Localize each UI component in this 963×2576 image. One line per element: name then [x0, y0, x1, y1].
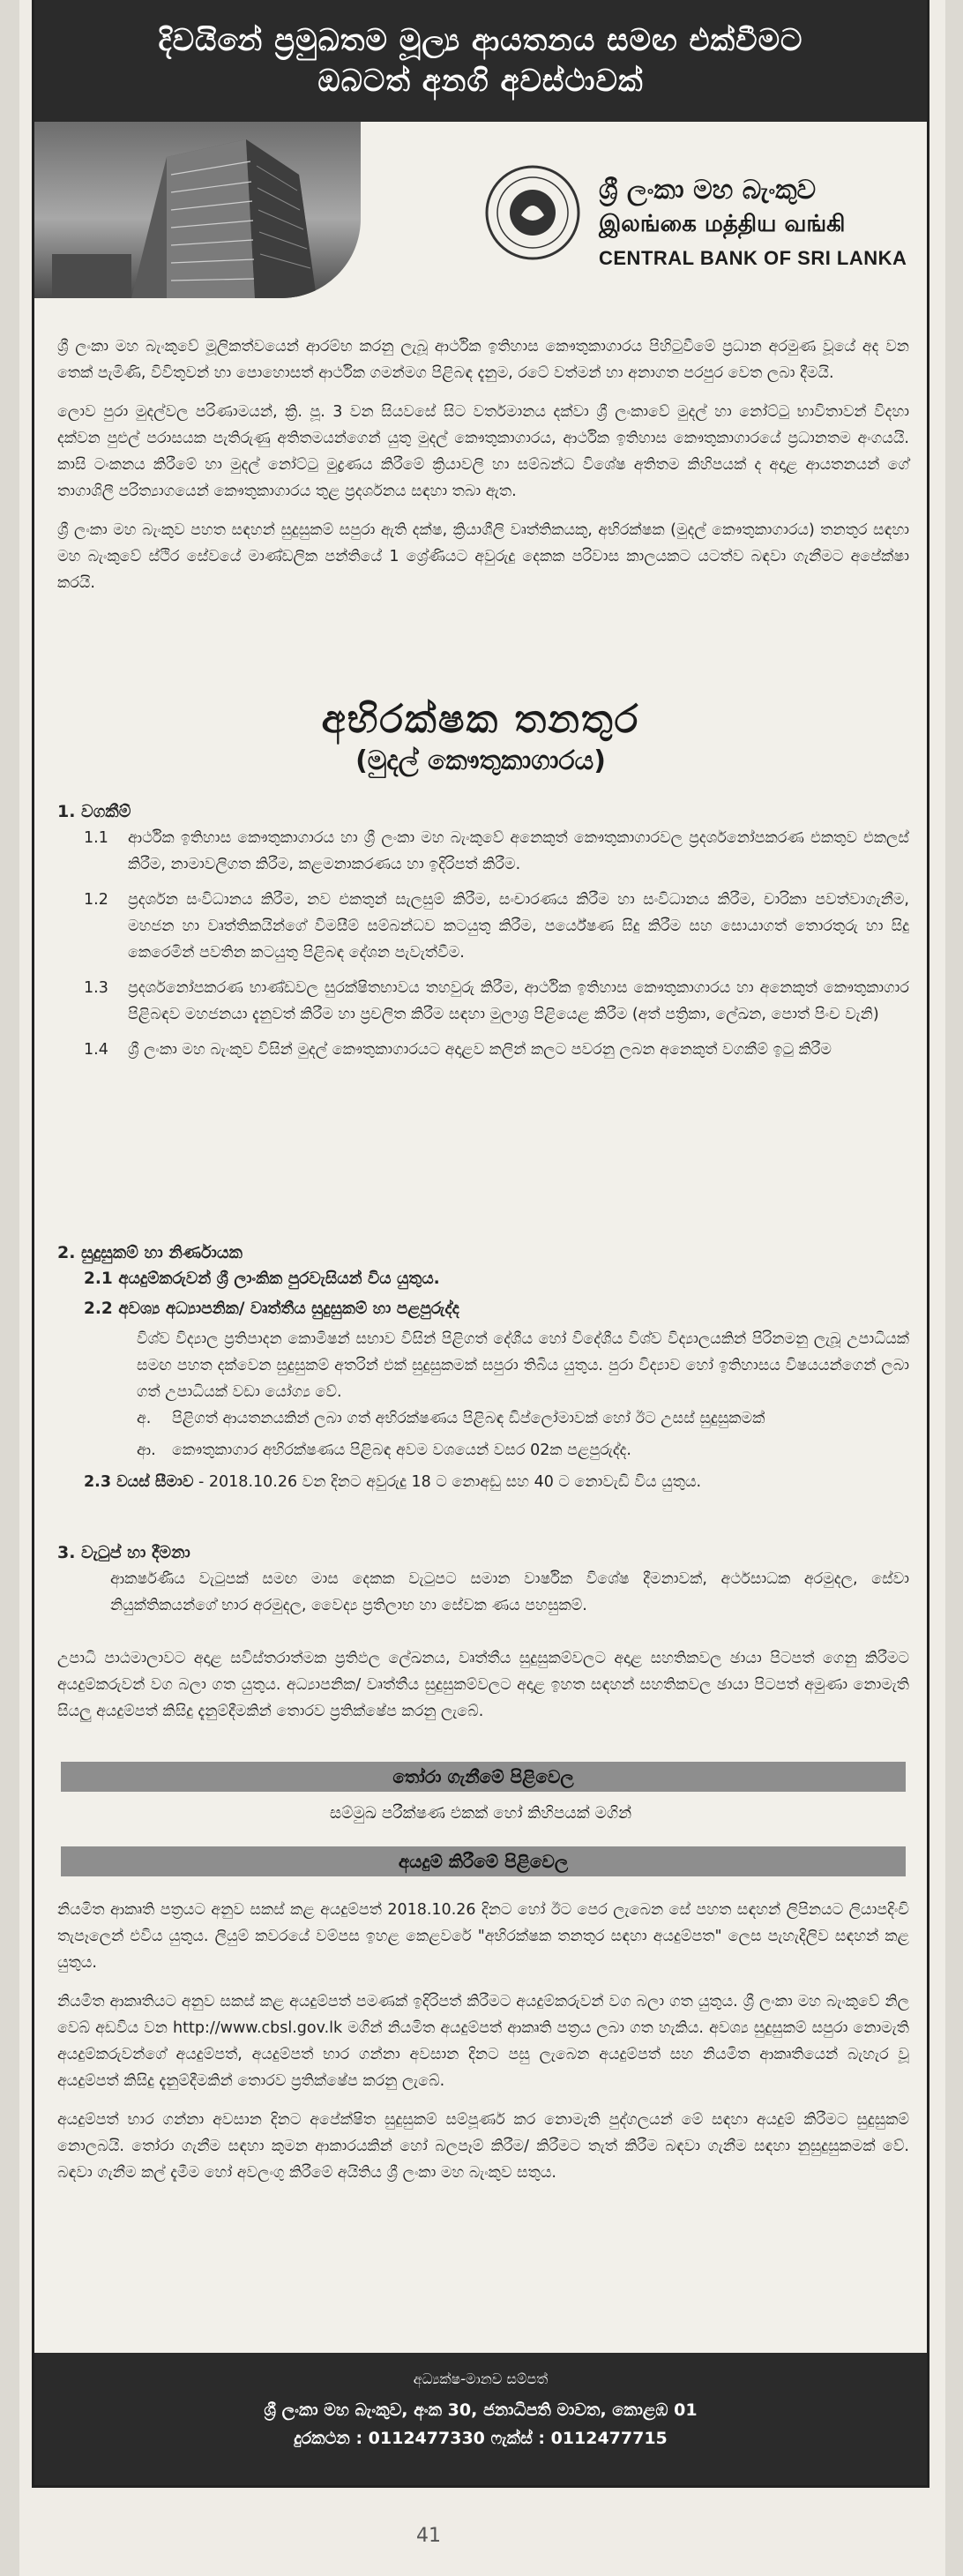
duty-number: 1.3 — [84, 979, 108, 997]
advertisement-frame — [32, 0, 929, 2488]
qualification-option-text: කෞතුකාගාර අභිරක්ෂණය පිළිබඳ අවම වශයෙන් වසර 02ක පළපුරුද්ද. — [172, 1442, 631, 1459]
application-paragraph: නියමිත ආකෘති පත්‍රයට අනුව සකස් කළ අයදුම්පත් 2018.10.26 දිනට හෝ ඊට පෙර ලැබෙන සේ පහත සඳහන් ලිපිනයට ලියාපදිංචි තැපෑලෙන් එවිය යුතුය. ලියුම් කවරයේ වම්පස ඉහළ කෙළවරේ "අභිරක්ෂක තනතුර සඳහා අයදුම්පත" ලෙස පැහැදිලිව සඳහන් කළ යුතුය. — [57, 1901, 909, 1972]
salary-heading: 3. වැටුප් හා දීමනා — [57, 1543, 190, 1562]
qualifications-heading: 2. සුදුසුකම් හා නිර්ණායක — [57, 1243, 243, 1262]
page-number: 41 — [416, 2525, 441, 2547]
newspaper-page — [19, 0, 945, 2576]
footer-department: අධ්‍යක්ෂ-මානව සම්පත් — [413, 2370, 549, 2387]
duty-item — [57, 825, 909, 878]
application-paragraph: නියමිත ආකෘතියට අනුව සකස් කළ අයදුම්පත් පමණක් ඉදිරිපත් කිරීමට අයදුම්කරුවන් වග බලා ගත යුතුය. ශ්‍රී ලංකා මහ බැංකුවේ නිල වෙබ් අඩවිය වන http://www.cbsl.gov.lk මගින් නියමිත අයදුම්පත් ආකෘති පත්‍රය ලබා ගත හැකිය. අවශ්‍ය සුදුසුකම් සපුරා නොමැති අයදුම්කරුවන්ගේ අයදුම්පත්, අයදුම්පත් භාර ගන්නා අවසාන දිනට පසු ලැබෙන අයදුම්පත් සහ නියමිත ආකෘතියෙන් බැහැර වූ අයදුම්පත් කිසිදු දැනුම්දීමකින් තොරව ප්‍රතික්ෂේප කරනු ලැබේ. — [57, 1993, 909, 2090]
intro-paragraph: ශ්‍රී ලංකා මහ බැංකුව පහත සඳහන් සුදුසුකම් සපුරා ඇති දක්ෂ, ක්‍රියාශීලි වෘත්තිකයකු, අභිරක්ෂක (මුදල් කෞතුකාගාරය) තනතුර සඳහා මහ බැංකුවේ ස්ථිර සේවයේ මාණ්ඩලික පන්තියේ 1 ශ්‍රේණියට අවුරුදු දෙකක පරිවාස කාලයකට යටත්ව බඳවා ගැනීමට අපේක්ෂා කරයි. — [57, 521, 909, 592]
duty-number: 1.1 — [84, 829, 108, 847]
footer-contact: දුරකථන : 0112477330 ෆැක්ස් : 0112477715 — [294, 2429, 668, 2448]
citizenship-requirement: 2.1 අයදුම්කරුවන් ශ්‍රී ලාංකික පුරවැසියන් විය යුතුය. — [84, 1269, 440, 1288]
duty-text: ප්‍රදර්ශන සංවිධානය කිරීම, නව එකතුන් සැලසුම් කිරීම, සංචාරණය කිරීම හා සංවිධානය කිරීම, චාරිකා පවත්වාගැනීම, මහජන හා වෘත්තිකයින්ගේ විමසීම් සම්බන්ධව කටයුතු කිරීම, පර්යේෂණ සිදු කිරීම සහ සොයාගත් තොරතුරු හා සිදු කෙරෙමින් පවතින කටයුතු පිළිබඳ දේශන පැවැත්වීම. — [128, 891, 909, 962]
application-section — [57, 1897, 909, 2186]
intro-paragraph: ශ්‍රී ලංකා මහ බැංකුවේ මූලිකත්වයෙන් ආරම්භ කරනු ලැබූ ආර්ථික ඉතිහාස කෞතුකාගාරය පිහිටුවීමේ ප්‍රධාන අරමුණ වූයේ අද වන තෙක් පැමිණි, විවිතුවන් හා පොහොසත් ආර්ථික ගමන්මග පිළිබඳ දැනුම, රටේ වත්මන් හා අනාගත පරපුර වෙත ලබා දීමයි. — [57, 338, 909, 382]
selection-bar: තෝරා ගැනීමේ පිළිවෙල — [61, 1762, 906, 1792]
bank-names — [599, 175, 925, 270]
duty-number: 1.2 — [84, 891, 108, 909]
intro-section — [57, 333, 909, 609]
position-title-block — [34, 697, 927, 776]
application-bar: අයදුම් කිරීමේ පිළිවෙල — [61, 1846, 906, 1876]
bank-seal-icon — [484, 164, 581, 261]
contact-footer — [34, 2353, 927, 2485]
application-paragraph: අයදුම්පත් භාර ගන්නා අවසාන දිනට අපේක්ෂිත සුදුසුකම් සම්පූර්ණ කර නොමැති පුද්ගලයන් මේ සඳහා අයදුම් කිරීමට සුදුසුකම් නොලබයි. තෝරා ගැනීම සඳහා කුමන ආකාරයකින් හෝ බලපෑම් කිරීම/ කිරීමට තැත් කිරීම බඳවා ගැනීම සඳහා නුසුදුසුකමක් වේ. බඳවා ගැනීම කල් දැමීම හෝ අවලංගු කිරීමේ අයිතිය ශ්‍රී ලංකා මහ බැංකුව සතුය. — [57, 2111, 909, 2182]
position-subtitle: (මුදල් කෞතුකාගාරය) — [355, 745, 606, 776]
duty-number: 1.4 — [84, 1041, 108, 1059]
qualification-option-label: ආ. — [137, 1442, 156, 1459]
bank-name-tamil: இலங்கை மத்திய வங்கி — [599, 211, 846, 237]
age-limit-text: - 2018.10.26 වන දිනට අවුරුදු 18 ට නොඅඩු සහ 40 ට නොවැඩි විය යුතුය. — [198, 1473, 702, 1491]
footer-address: ශ්‍රී ලංකා මහ බැංකුව, අංක 30, ජනාධිපති මාවත, කොළඹ 01 — [264, 2400, 698, 2420]
top-banner — [34, 0, 927, 122]
bank-name-sinhala: ශ්‍රී ලංකා මහ බැංකුව — [599, 175, 817, 206]
age-limit — [57, 1469, 909, 1495]
document-note: උපාධි පාඨමාලාවට අදාළ සවිස්තරාත්මක ප්‍රතිඵල ලේඛනය, වෘත්තීය සුදුසුකම්වලට අදාළ සහතිකවල ඡායා පිටපත් ගෙනු කිරීමට අයදුම්කරුවන් වග බලා ගත යුතුය. අධ්‍යාපනික/ වෘත්තීය සුදුසුකම්වලට අදාළ ඉහත සඳහන් සහතිකවල ඡායා පිටපත් අමුණා නොමැති සියලු අයදුම්පත් කිසිදු දැනුම්දීමකින් තොරව ප්‍රතික්ෂේප කරනු ලැබේ. — [57, 1650, 909, 1720]
qualification-option-text: පිළිගත් ආයතනයකින් ලබා ගත් අභිරක්ෂණය පිළිබඳ ඩිප්ලෝමාවක් හෝ ඊට උසස් සුදුසුකමක් — [172, 1410, 765, 1427]
header — [34, 122, 927, 325]
qualifications-section — [57, 1239, 909, 1495]
intro-paragraph: ලොව පුරා මුදල්වල පරිණාමයන්, ක්‍රි. පූ. 3 වන සියවසේ සිට වර්තමානය දක්වා ශ්‍රී ලංකාවේ මුදල් හා නෝට්ටු භාවිතාවන් විදහා දක්වන පුළුල් පරාසයක පැතිරුණු අතිතමයන්ගෙන් යුතු මුදල් කෞතුකාගාරය, ආර්ථික ඉතිහාස කෞතුකාගාරයේ ප්‍රධානතම අංගයයි. කාසි ටංකනය කිරීමේ හා මුදල් නෝට්ටු මුද්‍රණය කිරීමේ ක්‍රියාවලි හා සම්බන්ධ විශේෂ අතිතම කිහිපයක් ද අදාළ ආයතනයන් ගේ තාගාශිලී පරිත්‍යාගයෙන් කෞතුකාගාරය තුළ ප්‍රදර්ශනය සඳහා තබා ඇත. — [57, 403, 909, 500]
duty-text: ශ්‍රී ලංකා මහ බැංකුව විසින් මුදල් කෞතුකාගාරයට අදාළව කලින් කලට පවරනු ලබන අනෙකුත් වගකීම් ඉටු කිරීම — [128, 1041, 832, 1059]
duty-item — [57, 975, 909, 1028]
salary-text: ආකර්ෂණීය වැටුපක් සමඟ මාස දෙකක වැටුපට සමාන වාර්ෂික විශේෂ දීමනාවක්, අර්ථසාධක අරමුදල, සේවා නියුක්තිකයන්ගේ භාර අරමුදල, වෛද්‍ය ප්‍රතිලාභ හා සේවක ණය පහසුකම්. — [110, 1570, 909, 1614]
banner-line-1: දිවයිනේ ප්‍රමුඛතම මූල්‍ය ආයතනය සමඟ එක්වීමට — [158, 23, 803, 58]
position-title: අභිරක්ෂක තනතුර — [321, 697, 640, 742]
qualification-option-label: අ. — [137, 1410, 152, 1427]
bank-building-image — [34, 122, 361, 298]
qualification-option — [57, 1437, 909, 1464]
education-requirement-heading: 2.2 අවශ්‍ය අධ්‍යාපනික/ වෘත්තීය සුදුසුකම් හා පළපුරුද්ද — [84, 1299, 459, 1318]
duty-item — [57, 887, 909, 966]
qualification-option — [57, 1405, 909, 1432]
salary-section — [57, 1539, 909, 1619]
education-requirement-text: විශ්ව විද්‍යාල ප්‍රතිපාදන කොමිෂන් සභාව විසින් පිළිගත් දේශීය හෝ විදේශීය විශ්ව විද්‍යාලයකින් පිරිනමනු ලැබූ උපාධියක් සමඟ පහත දක්වෙන සුදුසුකම් අතරින් එක් සුදුසුකමක් සපුරා තිබිය යුතුය. පුරා විද්‍යාව හෝ ඉතිහාසය විෂයයන්ගෙන් ලබා ගත් උපාධියක් වඩා යෝග්‍ය වේ. — [137, 1330, 909, 1401]
selection-text: සම්මුඛ පරීක්ෂණ එකක් හෝ කිහිපයක් මගින් — [329, 1804, 632, 1823]
banner-line-2: ඔබටත් අනගි අවස්ථාවක් — [317, 64, 644, 99]
duties-heading: 1. වගකීම් — [57, 802, 131, 821]
duty-item — [57, 1037, 909, 1063]
duty-text: ආර්ථික ඉතිහාස කෞතුකාගාරය හා ශ්‍රී ලංකා මහ බැංකුවේ අනෙකුත් කෞතුකාගාරවල ප්‍රදර්ශනෝපකරණ එකතුව එකලස් කිරීම, නාමාවලිගත කිරීම, කළමනාකරණය හා ඉදිරිපත් කිරීම. — [128, 829, 909, 873]
age-limit-label: 2.3 වයස් සීමාව — [84, 1473, 194, 1491]
bank-name-english: CENTRAL BANK OF SRI LANKA — [599, 247, 907, 269]
duty-text: ප්‍රදර්ශනෝපකරණ භාණ්ඩවල සුරක්ෂිතභාවය තහවුරු කිරීම, ආර්ථික ඉතිහාස කෞතුකාගාරය හා අනෙකුත් කෞතුකාගාර පිළිබඳව මහජනයා දැනුවත් කිරීම හා ප්‍රචලිත කිරීම සඳහා මුලාශ්‍ර පිළියෙළ කිරීම (අත් පත්‍රිකා, ලේඛන, පොත් පිංච වැනි) — [128, 979, 909, 1023]
duties-section — [57, 798, 909, 1072]
